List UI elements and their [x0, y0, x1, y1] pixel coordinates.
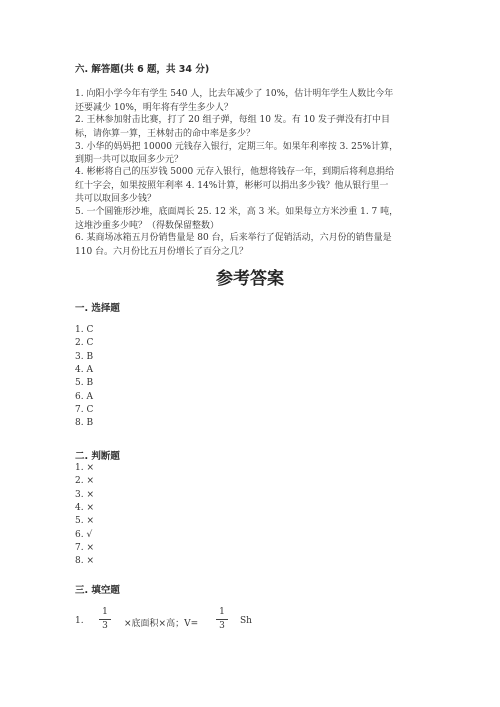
choice-answer-item: 3. B: [75, 351, 94, 362]
fraction-bar: [99, 619, 111, 620]
question-line: 6. 某商场冰箱五月份销售量是 80 台，后来举行了促销活动，六月份的销售量是: [75, 233, 392, 243]
question-line: 标，请你算一算，王林射击的命中率是多少？: [75, 129, 256, 139]
choice-section-title: 一. 选择题: [75, 303, 120, 314]
judge-answer-item: 5. ×: [75, 516, 94, 527]
judge-answer-item: 4. ×: [75, 502, 94, 513]
question-line: 到期一共可以取回多少元？: [75, 155, 184, 165]
judge-answer-item: 2. ×: [75, 476, 94, 487]
question-line: 4. 彬彬将自己的压岁钱 5000 元存入银行，他想将钱存一年，到期后将利息捐给: [75, 167, 395, 177]
choice-answer-item: 2. C: [75, 338, 94, 349]
fill-section-title: 三. 填空题: [75, 585, 120, 596]
judge-section-title: 二. 判断题: [75, 451, 120, 462]
choice-answer-item: 4. A: [75, 364, 93, 375]
judge-answer-item: 6. √: [75, 529, 93, 540]
choice-answer-item: 5. B: [75, 378, 94, 389]
question-line: 110 台。六月份比五月份增长了百分之几？: [75, 247, 249, 257]
fraction-bar: [216, 619, 228, 620]
question-line: 红十字会，如果按照年利率 4. 14%计算，彬彬可以捐出多少钱？他从银行里一: [75, 181, 389, 191]
choice-answer-item: 8. B: [75, 418, 94, 429]
choice-answer-item: 6. A: [75, 391, 93, 402]
judge-answer-item: 7. ×: [75, 542, 94, 553]
fraction-one-third-2: [215, 607, 229, 632]
question-line: 这堆沙重多少吨？（得数保留整数）: [75, 221, 220, 231]
fraction-denominator: 3: [219, 621, 225, 631]
answer-key-heading: 参考答案: [216, 269, 284, 289]
question-line: 还要减少 10%，明年将有学生多少人？: [75, 103, 233, 113]
fill-item-end-text: Sh: [240, 616, 252, 626]
judge-answer-item: 8. ×: [75, 556, 94, 567]
question-line: 1. 向阳小学今年有学生 540 人，比去年减少了 10%，估计明年学生人数比今年: [75, 89, 394, 99]
fraction-numerator: 1: [219, 607, 225, 617]
judge-answer-item: 3. ×: [75, 489, 94, 500]
fill-item-number: 1.: [75, 616, 84, 626]
question-line: 3. 小华的妈妈把 10000 元钱存入银行，定期三年。如果年利率按 3. 25%计算，: [75, 142, 399, 152]
question-line: 5. 一个圆锥形沙堆，底面周长 25. 12 米，高 3 米。如果每立方米沙重 1. 7 吨，: [75, 207, 399, 217]
choice-answer-item: 1. C: [75, 325, 94, 335]
judge-answer-item: 1. ×: [75, 463, 94, 473]
fraction-denominator: 3: [102, 621, 108, 631]
question-line: 共可以取回多少钱？: [75, 194, 157, 204]
fraction-one-third: [98, 607, 112, 632]
section-6-title: 六. 解答题(共 6 题，共 34 分): [75, 64, 210, 75]
fraction-numerator: 1: [102, 607, 108, 617]
choice-answer-item: 7. C: [75, 404, 94, 415]
fill-item-text: ×底面积×高；V=: [124, 619, 199, 629]
question-line: 2. 王林参加射击比赛，打了 20 组子弹，每组 10 发。有 10 发子弹没有打中目: [75, 115, 390, 125]
